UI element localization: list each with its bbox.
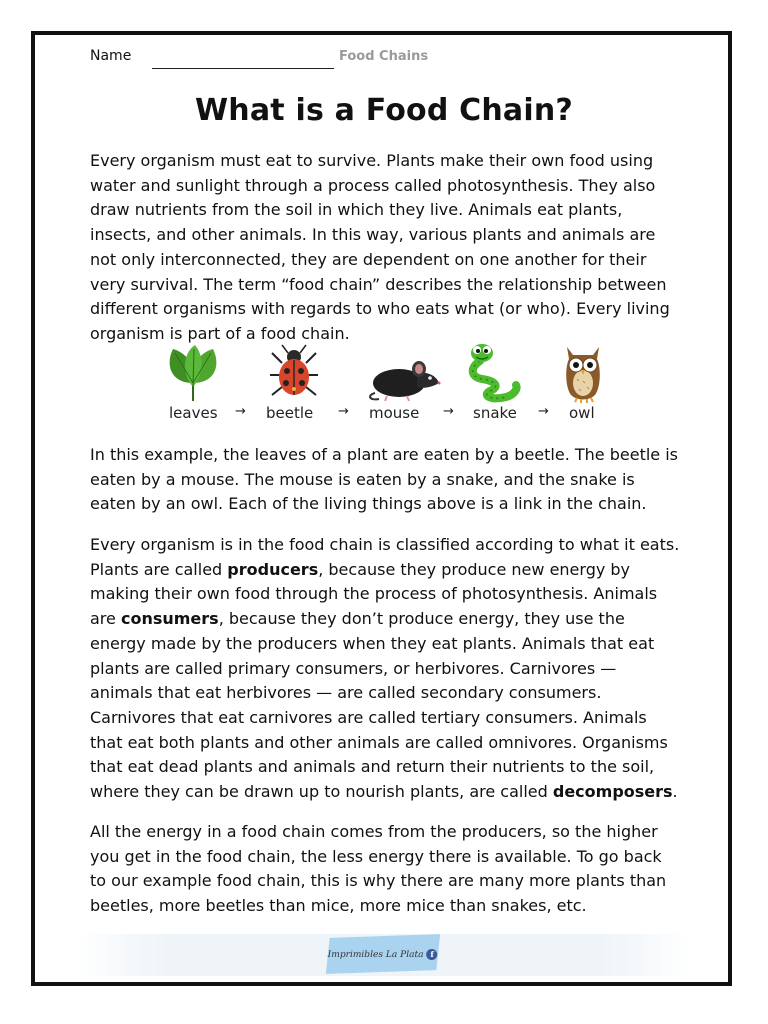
chain-label-snake: snake	[473, 404, 517, 422]
chain-arrow: →	[338, 404, 349, 419]
classification-text: .	[672, 782, 678, 802]
classification-text: , because they produce new energy by making their own food through the process of photosynthesis. Animals are	[90, 559, 658, 629]
chain-arrow: →	[538, 404, 549, 419]
beetle-icon	[268, 343, 320, 401]
facebook-icon[interactable]: f	[427, 949, 438, 960]
name-field-line	[152, 68, 334, 69]
brand-logo	[326, 934, 440, 974]
page-title: What is a Food Chain?	[194, 93, 574, 128]
intro-paragraph: Every organism must eat to survive. Plants make their own food using water and sunlight through a process called photosynthesis. They also draw nutrients from the soil in which they live. Animals eat plants, insects, and other animals. In this way, various plants and animals are not only interconnected, they are dependent on one another for their very survival. The term “food chain” describes the relationship between different organisms with regards to who eats what (or who). Every living organism is part of a food chain.	[90, 151, 670, 343]
worksheet-header	[90, 48, 650, 72]
leaves-icon	[163, 343, 223, 403]
chain-label-mouse: mouse	[369, 404, 420, 422]
classification-text: , because they don’t produce energy, they use the energy made by the producers when they eat plants. Animals that eat plants are called primary consumers, or herbivores. Carnivores — animals that eat herbivores — are called secondary consumers. Carnivores that eat carnivores are called tertiary consumers. Animals that eat both plants and other animals are called omnivores. Organisms that eat dead plants and animals and return their nutrients to the soil, where they can be drawn up to nourish plants, are called	[90, 609, 668, 802]
term-consumers: consumers	[120, 609, 219, 629]
term-decomposers: decomposers	[552, 782, 673, 802]
chain-label-owl: owl	[569, 404, 595, 422]
mouse-icon	[367, 343, 445, 403]
chain-label-beetle: beetle	[266, 404, 314, 422]
energy-paragraph: All the energy in a food chain comes from the producers, so the higher you get in the food chain, the less energy there is available. To go back to our example food chain, this is why there are many more plants than beetles, more beetles than mice, more mice than snakes, etc.	[90, 822, 667, 916]
example-paragraph: In this example, the leaves of a plant are eaten by a beetle. The beetle is eaten by a mouse. The mouse is eaten by a snake, and the snake is eaten by an owl. Each of the living things above is a link in the chain.	[90, 445, 678, 514]
chain-arrow: →	[235, 404, 246, 419]
food-chain-diagram	[160, 343, 620, 427]
chain-arrow: →	[443, 404, 454, 419]
brand-name: Imprimibles La Plata	[328, 949, 424, 960]
name-label: Name	[90, 48, 132, 64]
classification-paragraph	[90, 533, 680, 805]
term-producers: producers	[227, 559, 319, 579]
owl-icon	[561, 343, 605, 403]
classification-text: Every organism is in the food chain is classified according to what it eats. Plants are called	[90, 535, 680, 579]
snake-icon	[460, 343, 522, 403]
subject-label: Food Chains	[339, 49, 429, 64]
footer-banner	[76, 934, 692, 976]
chain-label-leaves: leaves	[169, 404, 218, 422]
